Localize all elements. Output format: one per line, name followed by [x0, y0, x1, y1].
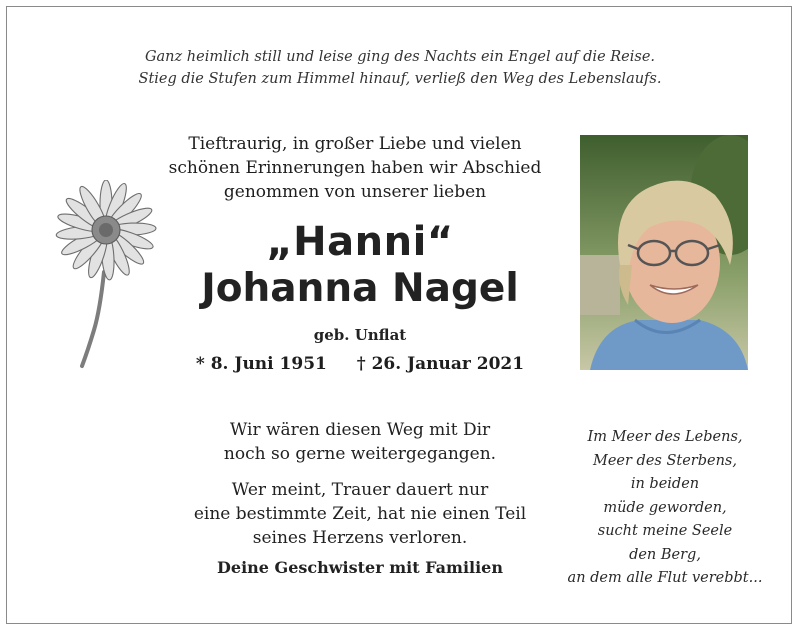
text-block-1 [170, 418, 550, 466]
right-poem-line: in beiden [630, 476, 700, 492]
right-poem-line: an dem alle Flut verebbt... [567, 570, 763, 586]
intro-line: schönen Erinnerungen haben wir Abschied [168, 158, 542, 178]
death-date: † 26. Januar 2021 [356, 354, 525, 374]
birth-date: * 8. Juni 1951 [195, 354, 327, 374]
deceased-full-name: Johanna Nagel [201, 266, 519, 311]
life-dates [150, 354, 570, 374]
top-poem-line: Stieg die Stufen zum Himmel hinauf, verließ den Weg des Lebenslaufs. [138, 71, 662, 87]
intro-text [150, 132, 560, 204]
right-poem-line: sucht meine Seele [597, 523, 733, 539]
right-poem-line: müde geworden, [603, 499, 727, 516]
top-poem [0, 46, 800, 90]
intro-line: genommen von unserer lieben [223, 182, 487, 202]
text-line: eine bestimmte Zeit, hat nie einen Teil [193, 504, 527, 524]
intro-line: Tieftraurig, in großer Liebe und vielen [188, 134, 522, 154]
text-line: Wer meint, Trauer dauert nur [231, 480, 489, 500]
portrait-photo [580, 135, 748, 370]
right-poem-line: Im Meer des Lebens, [587, 429, 743, 445]
deceased-birth-name: geb. Unflat [313, 326, 407, 344]
text-line: Wir wären diesen Weg mit Dir [229, 420, 491, 440]
signature: Deine Geschwister mit Familien [217, 558, 503, 577]
deceased-nickname: „Hanni“ [266, 219, 454, 265]
top-poem-line: Ganz heimlich still und leise ging des Nachts ein Engel auf die Reise. [144, 49, 656, 65]
text-line: seines Herzens verloren. [252, 528, 468, 548]
right-poem-line: Meer des Sterbens, [593, 452, 737, 469]
text-line: noch so gerne weitergegangen. [223, 444, 497, 464]
right-poem-line: den Berg, [629, 546, 701, 563]
right-poem [560, 426, 770, 591]
text-block-2 [170, 478, 550, 550]
